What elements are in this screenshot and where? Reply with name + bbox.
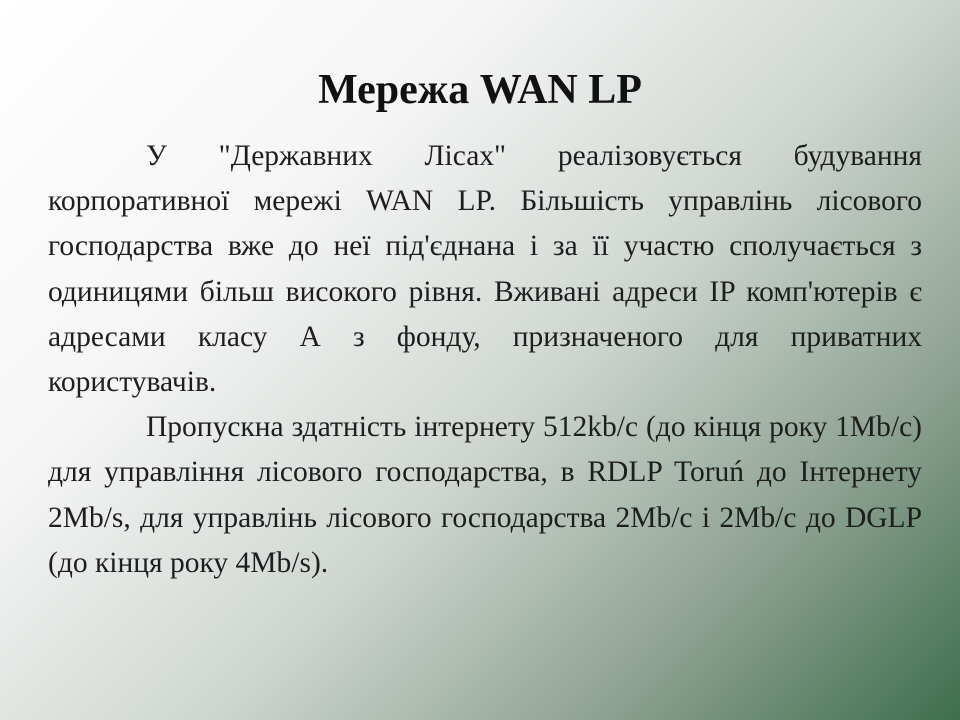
paragraph-network: У "Державних Лісах" реалізовується будування корпоративної мережі WAN LP. Більшість управлінь лісового господарства вже до неї під'єднана і за її участю сполучається з одиницями більш високого рівня. Вживані адреси IP комп'ютерів є адресами класу А з фонду, призначеного для приватних користувачів. [48,140,922,399]
slide-body [48,134,922,586]
paragraph-bandwidth: Пропускна здатність інтернету 512kb/c (до кінця року 1Mb/c) для управління лісового господарства, в RDLP Toruń до Інтернету 2Mb/s, для управлінь лісового господарства 2Mb/c і 2Mb/c до DGLP (до кінця року 4Mb/s). [48,411,922,579]
slide-title: Мережа WAN LP [318,67,642,113]
